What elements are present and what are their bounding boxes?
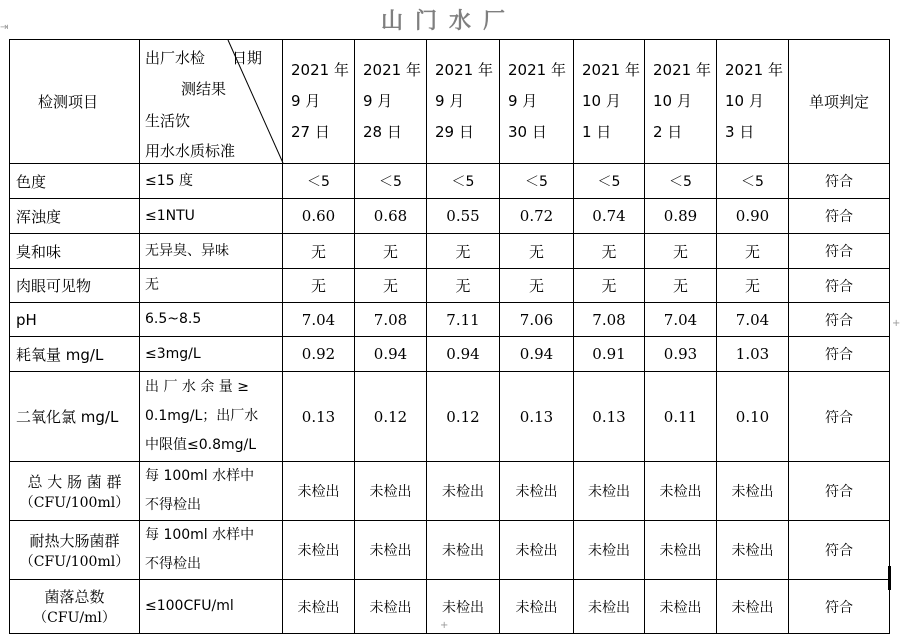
item-cell (10, 580, 140, 634)
value-cell: 未检出 (283, 521, 355, 580)
value-cell: 0.55 (427, 199, 500, 234)
value-cell: 无 (717, 234, 789, 269)
value-cell: 0.93 (645, 337, 717, 372)
value-cell: 未检出 (427, 521, 500, 580)
value-cell: 未检出 (500, 521, 574, 580)
value-cell: 0.12 (355, 372, 427, 462)
value-cell: 0.94 (500, 337, 574, 372)
value-cell: ＜5 (427, 164, 500, 199)
standard-cell (140, 462, 283, 521)
value-cell: 7.08 (574, 303, 645, 337)
judge-cell: 符合 (789, 337, 890, 372)
table-row (10, 234, 890, 269)
item-label: 二氧化氯 mg/L (16, 408, 119, 426)
value-cell: 0.13 (574, 372, 645, 462)
value-cell: 7.04 (283, 303, 355, 337)
value-cell: ＜5 (645, 164, 717, 199)
value-cell: 0.60 (283, 199, 355, 234)
value-cell: 0.68 (355, 199, 427, 234)
judge-cell: 符合 (789, 199, 890, 234)
water-quality-table (9, 39, 890, 634)
value-cell: ＜5 (355, 164, 427, 199)
page-title: 山门水厂 (380, 9, 517, 34)
table-body (10, 164, 890, 634)
item-label: 总 大 肠 菌 群 (27, 472, 122, 491)
standard-text: 无异臭、异味 (145, 242, 229, 259)
value-cell: 无 (355, 269, 427, 303)
value-cell: 无 (645, 269, 717, 303)
table-row (10, 580, 890, 634)
table-row (10, 164, 890, 199)
standard-cell (140, 580, 283, 634)
item-label: pH (16, 310, 37, 329)
value-cell: 未检出 (283, 462, 355, 521)
value-cell: ＜5 (574, 164, 645, 199)
standard-cell (140, 269, 283, 303)
item-label: 耗氧量 mg/L (16, 345, 104, 364)
item-cell (10, 269, 140, 303)
value-cell: 未检出 (717, 580, 789, 634)
row-insert-bottom-icon[interactable]: + (440, 620, 449, 631)
date-header-2: 2021 年 9 月 28 日 (355, 40, 427, 164)
table-row (10, 269, 890, 303)
standard-cell (140, 372, 283, 462)
diagonal-header-cell (140, 40, 283, 164)
table-row (10, 199, 890, 234)
standard-text: ≤1NTU (145, 207, 195, 224)
table-row (10, 372, 890, 462)
item-cell (10, 234, 140, 269)
judge-cell: 符合 (789, 521, 890, 580)
value-cell: 0.89 (645, 199, 717, 234)
value-cell: 0.90 (717, 199, 789, 234)
table-row (10, 521, 890, 580)
value-cell: 未检出 (500, 580, 574, 634)
item-cell (10, 164, 140, 199)
standard-text: 0.1mg/L；出厂水 (145, 408, 259, 424)
value-cell: ＜5 (717, 164, 789, 199)
standard-text: 每 100ml 水样中 (145, 527, 255, 543)
standard-text: 出 厂 水 余 量 ≥ (145, 379, 249, 395)
value-cell: 未检出 (574, 521, 645, 580)
value-cell: 未检出 (645, 580, 717, 634)
diag-std1: 生活饮 (145, 112, 191, 130)
value-cell: 未检出 (427, 462, 500, 521)
item-header: 检测项目 (10, 40, 140, 164)
value-cell: 0.74 (574, 199, 645, 234)
row-insert-icon[interactable]: + (892, 318, 900, 329)
value-cell: 未检出 (355, 580, 427, 634)
item-cell (10, 462, 140, 521)
item-label: 菌落总数 (44, 588, 105, 606)
standard-text: 6.5~8.5 (145, 311, 202, 327)
value-cell: 无 (500, 269, 574, 303)
header-row (10, 40, 890, 164)
value-cell: 无 (574, 269, 645, 303)
item-label: 浑浊度 (16, 207, 62, 226)
value-cell: 7.04 (717, 303, 789, 337)
item-cell (10, 199, 140, 234)
value-cell: 无 (427, 234, 500, 269)
date-header-3: 2021 年 9 月 29 日 (427, 40, 500, 164)
value-cell: 未检出 (717, 462, 789, 521)
table-row (10, 337, 890, 372)
value-cell: 未检出 (355, 462, 427, 521)
date-header-4: 2021 年 9 月 30 日 (500, 40, 574, 164)
value-cell: 无 (283, 234, 355, 269)
value-cell: 未检出 (717, 521, 789, 580)
value-cell: 0.12 (427, 372, 500, 462)
judge-cell: 符合 (789, 462, 890, 521)
standard-text: 不得检出 (145, 556, 201, 572)
value-cell: 0.91 (574, 337, 645, 372)
date-header-1: 2021 年 9 月 27 日 (283, 40, 355, 164)
value-cell: 7.06 (500, 303, 574, 337)
standard-cell (140, 303, 283, 337)
value-cell: 0.72 (500, 199, 574, 234)
standard-text: 中限值≤0.8mg/L (145, 437, 257, 453)
judge-header: 单项判定 (789, 40, 890, 164)
value-cell: 7.11 (427, 303, 500, 337)
date-header-7: 2021 年 10 月 3 日 (717, 40, 789, 164)
judge-cell: 符合 (789, 234, 890, 269)
item-label: 色度 (16, 172, 47, 191)
standard-text: 每 100ml 水样中 (145, 468, 255, 484)
diag-result: 测结果 (181, 80, 227, 98)
standard-text: ≤3mg/L (145, 345, 201, 362)
value-cell: 0.94 (355, 337, 427, 372)
value-cell: 无 (717, 269, 789, 303)
standard-text: 不得检出 (145, 497, 201, 513)
standard-cell (140, 337, 283, 372)
judge-cell: 符合 (789, 164, 890, 199)
judge-cell: 符合 (789, 372, 890, 462)
value-cell: 0.13 (283, 372, 355, 462)
diag-outlet: 出厂水检 (145, 49, 206, 67)
item-cell (10, 303, 140, 337)
item-cell (10, 372, 140, 462)
judge-cell: 符合 (789, 269, 890, 303)
standard-text: ≤15 度 (145, 172, 193, 189)
item-cell (10, 337, 140, 372)
value-cell: 0.10 (717, 372, 789, 462)
item-unit: （CFU/100ml） (19, 553, 130, 570)
standard-text: 无 (145, 277, 159, 293)
value-cell: ＜5 (283, 164, 355, 199)
item-cell (10, 521, 140, 580)
date-header-6: 2021 年 10 月 2 日 (645, 40, 717, 164)
value-cell: 0.94 (427, 337, 500, 372)
standard-cell (140, 164, 283, 199)
value-cell: 未检出 (574, 462, 645, 521)
value-cell: ＜5 (500, 164, 574, 199)
value-cell: 无 (427, 269, 500, 303)
value-cell: 0.92 (283, 337, 355, 372)
value-cell: 0.11 (645, 372, 717, 462)
standard-cell (140, 199, 283, 234)
value-cell: 未检出 (500, 462, 574, 521)
value-cell: 未检出 (574, 580, 645, 634)
diag-std2: 用水水质标准 (145, 142, 236, 160)
value-cell: 无 (355, 234, 427, 269)
item-label: 肉眼可见物 (16, 277, 92, 295)
date-header-5: 2021 年 10 月 1 日 (574, 40, 645, 164)
judge-cell: 符合 (789, 303, 890, 337)
table-move-handle-icon[interactable]: ⇥ (0, 22, 9, 33)
value-cell: 7.08 (355, 303, 427, 337)
value-cell: 未检出 (355, 521, 427, 580)
value-cell: 1.03 (717, 337, 789, 372)
item-label: 臭和味 (16, 242, 62, 261)
table-row (10, 303, 890, 337)
standard-text: ≤100CFU/ml (145, 598, 234, 614)
diag-date: 日期 (232, 49, 263, 67)
value-cell: 未检出 (645, 521, 717, 580)
value-cell: 无 (645, 234, 717, 269)
item-unit: （CFU/100ml） (19, 494, 130, 511)
item-label: 耐热大肠菌群 (29, 531, 120, 550)
value-cell: 未检出 (283, 580, 355, 634)
table-row (10, 462, 890, 521)
value-cell: 无 (283, 269, 355, 303)
item-unit: （CFU/ml） (33, 610, 116, 626)
value-cell: 0.13 (500, 372, 574, 462)
value-cell: 未检出 (645, 462, 717, 521)
value-cell: 7.04 (645, 303, 717, 337)
judge-cell: 符合 (789, 580, 890, 634)
value-cell: 未检出 (427, 580, 500, 634)
value-cell: 无 (574, 234, 645, 269)
standard-cell (140, 234, 283, 269)
value-cell: 无 (500, 234, 574, 269)
standard-cell (140, 521, 283, 580)
